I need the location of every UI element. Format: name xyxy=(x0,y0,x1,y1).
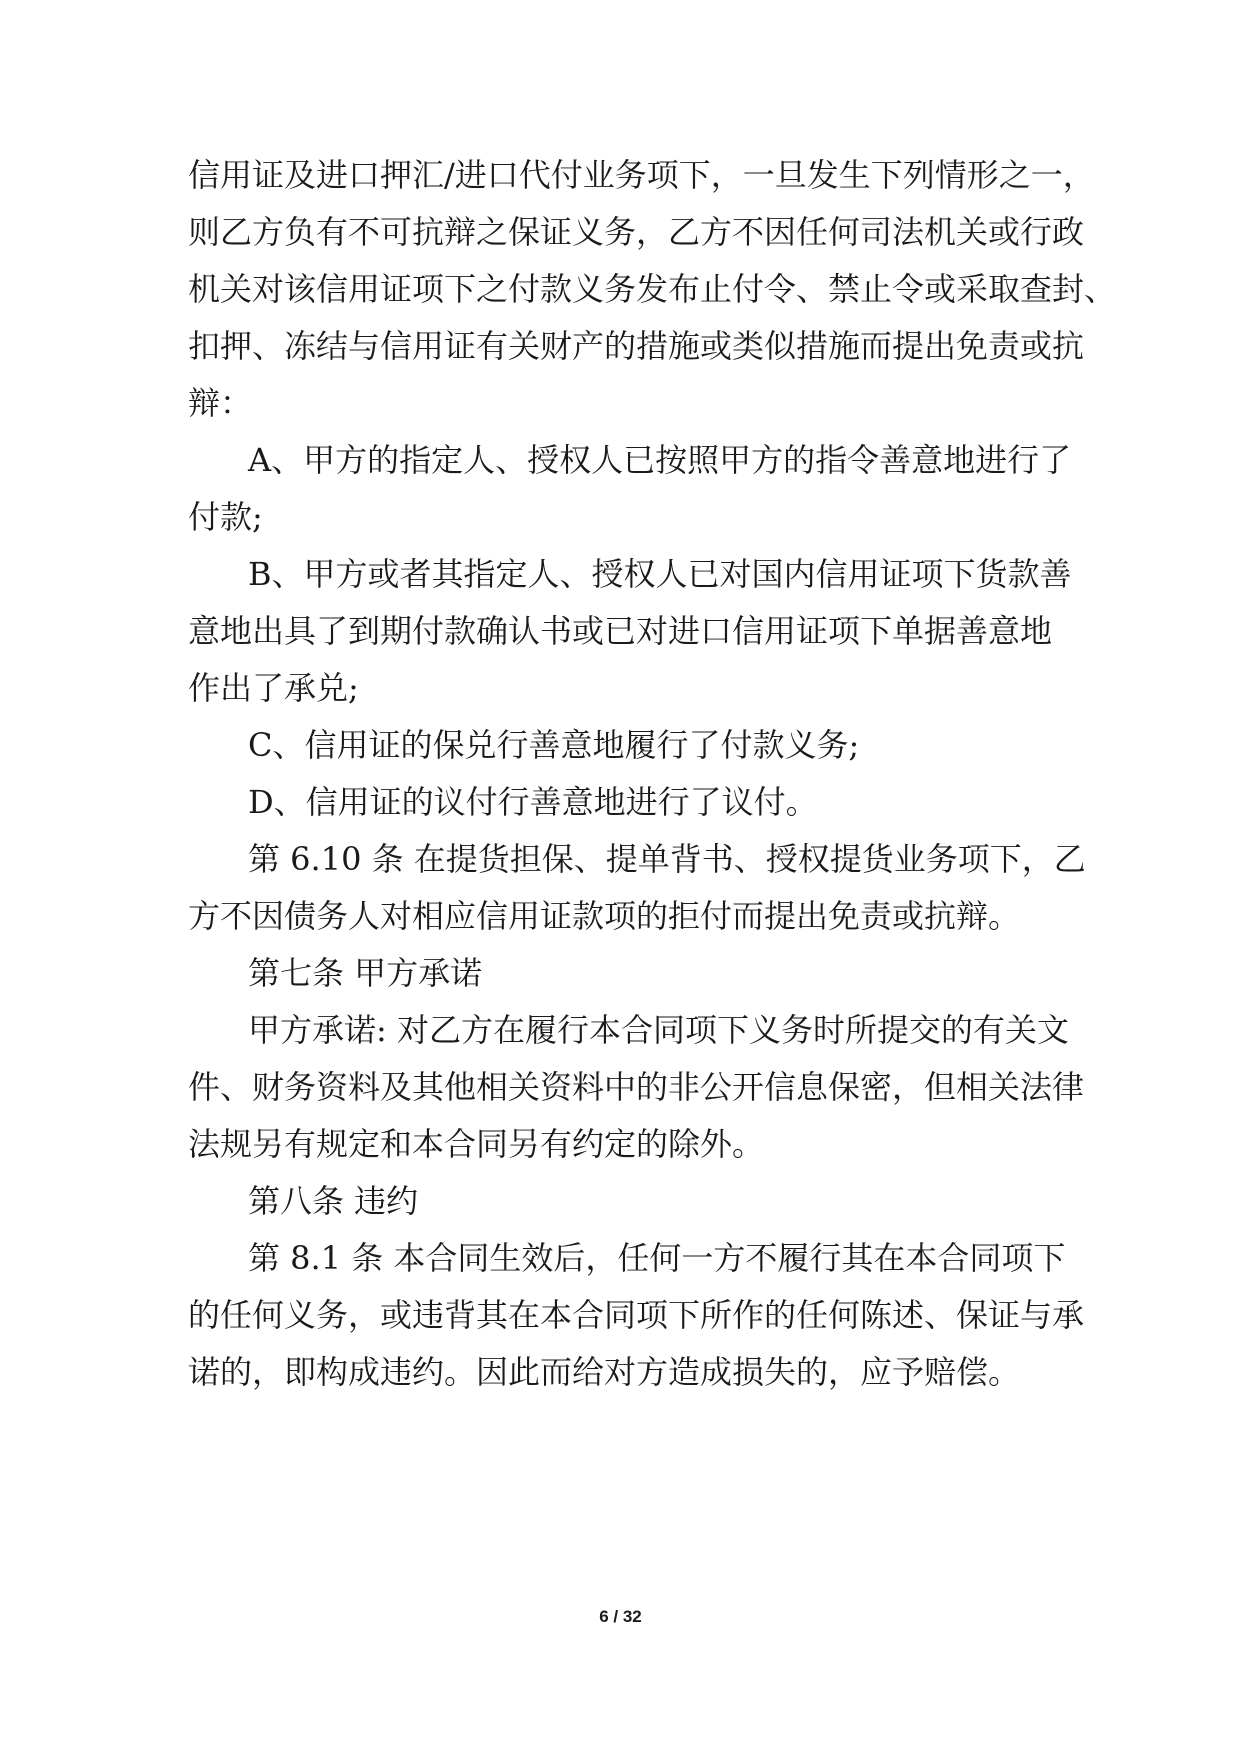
text-line: 则乙方负有不可抗辩之保证义务，乙方不因任何司法机关或行政 xyxy=(188,213,1085,251)
text-line: 的任何义务，或违背其在本合同项下所作的任何陈述、保证与承 xyxy=(188,1296,1085,1334)
page-number: 6 / 32 xyxy=(599,1607,642,1626)
text-line: 机关对该信用证项下之付款义务发布止付令、禁止令或采取查封、 xyxy=(188,270,1117,308)
list-item-c: C、信用证的保兑行善意地履行了付款义务; xyxy=(248,726,860,764)
text-line: 件、财务资料及其他相关资料中的非公开信息保密，但相关法律 xyxy=(188,1068,1085,1106)
list-item-a: A、甲方的指定人、授权人已按照甲方的指令善意地进行了 xyxy=(248,441,1072,479)
text-line: 作出了承兑; xyxy=(188,669,359,707)
text-line: 辩： xyxy=(188,384,253,422)
text-line: 扣押、冻结与信用证有关财产的措施或类似措施而提出免责或抗 xyxy=(188,327,1085,365)
article-7-paragraph: 甲方承诺: 对乙方在履行本合同项下义务时所提交的有关文 xyxy=(248,1011,1069,1049)
text-line: 付款; xyxy=(188,498,263,536)
clause-6-10: 第 6.10 条 在提货担保、提单背书、授权提货业务项下，乙 xyxy=(248,840,1086,878)
clause-8-1: 第 8.1 条 本合同生效后，任何一方不履行其在本合同项下 xyxy=(248,1239,1066,1277)
text-line: 诺的，即构成违约。因此而给对方造成损失的，应予赔偿。 xyxy=(188,1353,1021,1391)
list-item-b: B、甲方或者其指定人、授权人已对国内信用证项下货款善 xyxy=(248,555,1072,593)
text-line: 法规另有规定和本合同另有约定的除外。 xyxy=(188,1125,765,1163)
text-line: 意地出具了到期付款确认书或已对进口信用证项下单据善意地 xyxy=(188,612,1053,650)
list-item-d: D、信用证的议付行善意地进行了议付。 xyxy=(248,783,818,821)
article-7-heading: 第七条 甲方承诺 xyxy=(248,954,483,992)
text-line: 方不因债务人对相应信用证款项的拒付而提出免责或抗辩。 xyxy=(188,897,1021,935)
text-line: 信用证及进口押汇/进口代付业务项下，一旦发生下列情形之一， xyxy=(188,156,1095,194)
article-8-heading: 第八条 违约 xyxy=(248,1182,419,1220)
